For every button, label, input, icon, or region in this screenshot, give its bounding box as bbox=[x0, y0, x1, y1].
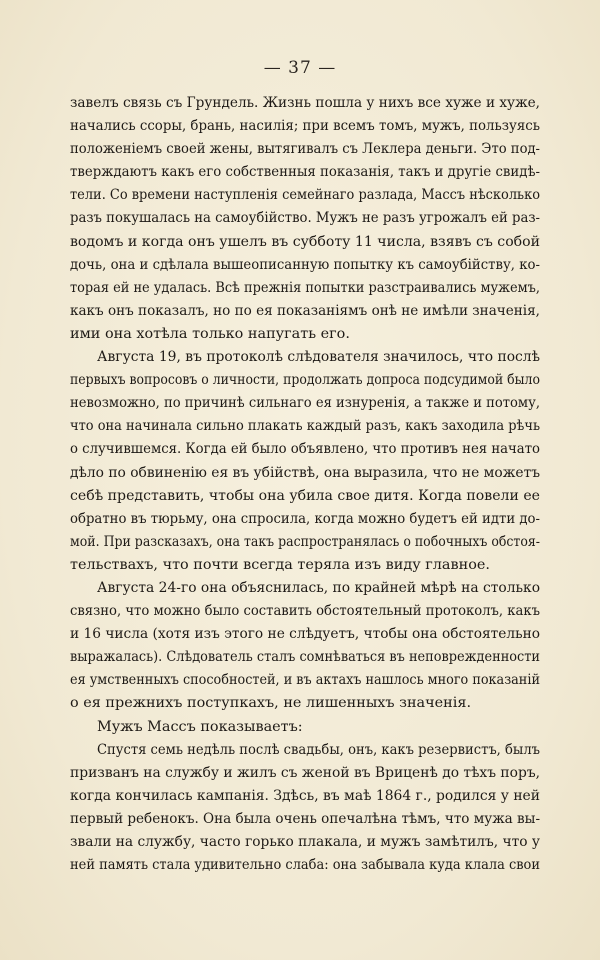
text-line bbox=[70, 531, 540, 554]
text-line bbox=[70, 138, 540, 161]
text-line bbox=[70, 646, 540, 669]
text-line-content: тверждаютъ какъ его собственныя показанія, такъ и другіе свидѣ- bbox=[70, 164, 540, 181]
text-line-content: торая ей не удалась. Всѣ прежнія попытки разстраивались мужемъ, bbox=[70, 279, 541, 296]
text-line bbox=[70, 508, 540, 531]
text-line-content: первый ребенокъ. Она была очень опечалѣна тѣмъ, что мужа вы- bbox=[70, 810, 541, 827]
text-line-content: первыхъ вопросовъ о личности, продолжать допроса подсудимой было bbox=[70, 372, 540, 389]
text-line bbox=[70, 161, 540, 184]
text-line bbox=[70, 462, 540, 485]
text-line-content: о ея прежнихъ поступкахъ, не лишенныхъ значенія. bbox=[70, 695, 472, 712]
text-line-content: о случившемся. Когда ей было объявлено, что противъ нея начато bbox=[70, 441, 540, 458]
text-line bbox=[70, 300, 540, 323]
text-line bbox=[70, 184, 540, 207]
text-line-content: дочь, она и сдѣлала вышеописанную попытку къ самоубійству, ко- bbox=[70, 256, 540, 273]
page-number: — 37 — bbox=[263, 58, 337, 78]
text-line bbox=[70, 415, 540, 438]
text-line bbox=[70, 762, 540, 785]
text-line-content: разъ покушалась на самоубійство. Мужъ не разъ угрожалъ ей раз- bbox=[70, 210, 541, 227]
text-line bbox=[70, 92, 540, 115]
text-line bbox=[70, 739, 540, 762]
text-line-content: что она начинала сильно плакать каждый разъ, какъ заходила рѣчь bbox=[70, 418, 541, 435]
text-line bbox=[70, 254, 540, 277]
text-line-content: Спустя семь недѣль послѣ свадьбы, онъ, какъ резервистъ, былъ bbox=[97, 741, 541, 758]
text-line bbox=[70, 346, 540, 369]
text-line-content: обратно въ тюрьму, она спросила, когда можно будетъ ей идти до- bbox=[70, 510, 540, 527]
body-text bbox=[70, 92, 540, 877]
text-line bbox=[70, 623, 540, 646]
text-line bbox=[70, 207, 540, 230]
text-line-content: положеніемъ своей жены, вытягивалъ съ Леклера деньги. Это под- bbox=[70, 141, 541, 158]
text-line-content: когда кончилась кампанія. Здѣсь, въ маѣ 1864 г., родился у ней bbox=[70, 787, 541, 804]
text-line bbox=[70, 831, 540, 854]
text-line-content: Августа 19, въ протоколѣ слѣдователя значилось, что послѣ bbox=[97, 349, 540, 366]
text-line-content: ими она хотѣла только напугать его. bbox=[70, 325, 350, 342]
text-line bbox=[70, 485, 540, 508]
text-line-content: невозможно, по причинѣ сильнаго ея изнуренія, а также и потому, bbox=[70, 395, 541, 412]
text-line bbox=[70, 785, 540, 808]
text-line bbox=[70, 854, 540, 877]
text-line bbox=[70, 554, 540, 577]
text-line bbox=[70, 692, 540, 715]
text-line-content: выражалась). Слѣдователь сталъ сомнѣваться въ неповрежденности bbox=[70, 649, 541, 666]
text-line bbox=[70, 115, 540, 138]
text-line bbox=[70, 277, 540, 300]
text-line bbox=[70, 438, 540, 461]
text-line bbox=[70, 231, 540, 254]
text-line bbox=[70, 369, 540, 392]
text-line-content: связно, что можно было составить обстоятельный протоколъ, какъ bbox=[70, 603, 540, 620]
text-line-content: Августа 24-го она объяснилась, по крайней мѣрѣ на столько bbox=[97, 579, 541, 596]
text-line-content: звали на службу, часто горько плакала, и мужъ замѣтилъ, что у bbox=[70, 834, 541, 850]
text-line-content: Мужъ Массъ показываетъ: bbox=[97, 718, 303, 735]
text-line bbox=[70, 716, 540, 739]
text-line-content: себѣ представить, чтобы она убила свое дитя. Когда повели ее bbox=[70, 487, 541, 504]
text-line-content: водомъ и когда онъ ушелъ въ субботу 11 числа, взявъ съ собой bbox=[70, 233, 541, 250]
text-line-content: и 16 числа (хотя изъ этого не слѣдуетъ, чтобы она обстоятельно bbox=[70, 626, 541, 643]
text-line bbox=[70, 577, 540, 600]
text-line bbox=[70, 323, 540, 346]
text-line-content: призванъ на службу и жилъ съ женой въ Врицeнѣ до тѣхъ поръ, bbox=[70, 764, 541, 781]
text-line-content: тельствахъ, что почти всегда теряла изъ виду главное. bbox=[70, 556, 490, 573]
text-line bbox=[70, 392, 540, 415]
text-line-content: мой. При разсказахъ, она такъ распространялась о побочныхъ обстоя- bbox=[70, 533, 541, 550]
text-line bbox=[70, 669, 540, 692]
text-line-content: завелъ связь съ Грундель. Жизнь пошла у нихъ все хуже и хуже, bbox=[70, 95, 541, 111]
text-line-content: начались ссоры, брань, насилія; при всемъ томъ, мужъ, пользуясь bbox=[70, 118, 540, 135]
text-line-content: ея умственныхъ способностей, и въ актахъ нашлось много показаній bbox=[70, 672, 540, 689]
text-line bbox=[70, 600, 540, 623]
text-line-content: ней память стала удивительно слаба: она забывала куда клала свои bbox=[70, 857, 540, 874]
text-line-content: дѣло по обвиненію ея въ убійствѣ, она выразила, что не можетъ bbox=[70, 464, 541, 481]
text-line-content: тели. Со времени наступленія семейнаго разлада, Массъ нѣсколько bbox=[70, 187, 541, 204]
text-line-content: какъ онъ показалъ, но по ея показаніямъ онѣ не имѣли значенія, bbox=[70, 302, 540, 319]
text-line bbox=[70, 808, 540, 831]
